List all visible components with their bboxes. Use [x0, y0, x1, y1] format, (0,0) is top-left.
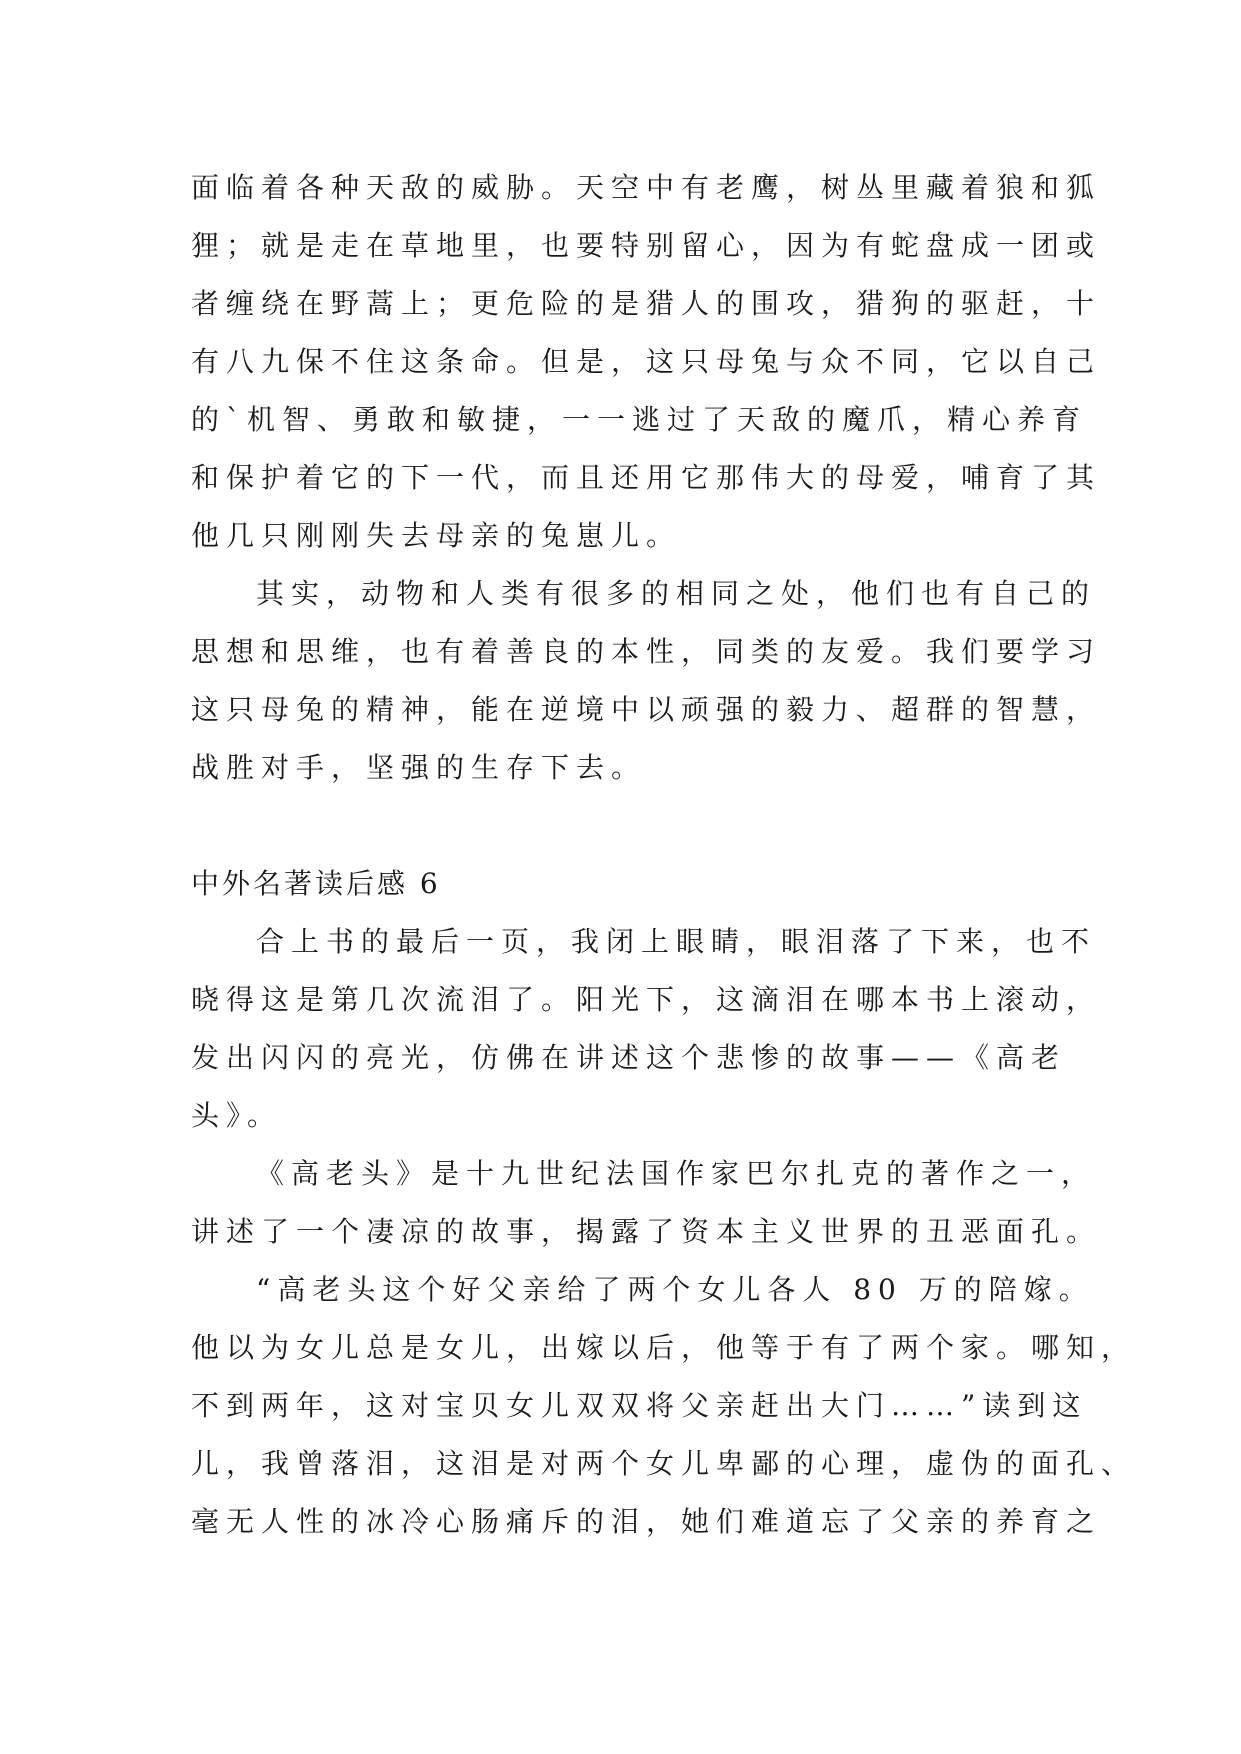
paragraph-3-line-3: 发出闪闪的亮光，仿佛在讲述这个悲惨的故事——《高老: [191, 1041, 1067, 1074]
paragraph-5-line-5: 毫无人性的冰冷心肠痛斥的泪，她们难道忘了父亲的养育之: [191, 1505, 1102, 1538]
paragraph-2-line-1: 其实，动物和人类有很多的相同之处，他们也有自己的: [256, 577, 1097, 610]
paragraph-5-line-1: “高老头这个好父亲给了两个女儿各人 80 万的陪嫁。: [256, 1273, 1094, 1306]
paragraph-5-line-4: 儿，我曾落泪，这泪是对两个女儿卑鄙的心理，虚伪的面孔、: [191, 1447, 1137, 1480]
paragraph-2-line-3: 这只母兔的精神，能在逆境中以顽强的毅力、超群的智慧，: [191, 693, 1102, 726]
paragraph-4-line-2: 讲述了一个凄凉的故事，揭露了资本主义世界的丑恶面孔。: [191, 1215, 1102, 1248]
paragraph-1-line-6: 和保护着它的下一代，而且还用它那伟大的母爱，哺育了其: [191, 461, 1102, 494]
paragraph-3-line-4: 头》。: [191, 1099, 283, 1132]
paragraph-1-line-5: 的`机智、勇敢和敏捷，一一逃过了天敌的魔爪，精心养育: [191, 403, 1088, 436]
paragraph-5-line-3: 不到两年，这对宝贝女儿双双将父亲赶出大门……”读到这: [191, 1389, 1088, 1422]
paragraph-1-line-1: 面临着各种天敌的威胁。天空中有老鹰，树丛里藏着狼和狐: [191, 171, 1102, 204]
paragraph-1-line-4: 有八九保不住这条命。但是，这只母兔与众不同，它以自己: [191, 345, 1102, 378]
paragraph-2-line-4: 战胜对手，坚强的生存下去。: [191, 751, 647, 784]
paragraph-1-line-2: 狸；就是走在草地里，也要特别留心，因为有蛇盘成一团或: [191, 229, 1102, 262]
section-heading: 中外名著读后感 6: [191, 867, 441, 900]
paragraph-3-line-1: 合上书的最后一页，我闭上眼睛，眼泪落了下来，也不: [256, 925, 1097, 958]
paragraph-5-line-2: 他以为女儿总是女儿，出嫁以后，他等于有了两个家。哪知，: [191, 1331, 1137, 1364]
paragraph-4-line-1: 《高老头》是十九世纪法国作家巴尔扎克的著作之一，: [256, 1157, 1097, 1190]
paragraph-2-line-2: 思想和思维，也有着善良的本性，同类的友爱。我们要学习: [191, 635, 1102, 668]
paragraph-1-line-3: 者缠绕在野蒿上；更危险的是猎人的围攻，猎狗的驱赶，十: [191, 287, 1102, 320]
paragraph-1-line-7: 他几只刚刚失去母亲的兔崽儿。: [191, 519, 682, 552]
paragraph-3-line-2: 晓得这是第几次流泪了。阳光下，这滴泪在哪本书上滚动，: [191, 983, 1102, 1016]
